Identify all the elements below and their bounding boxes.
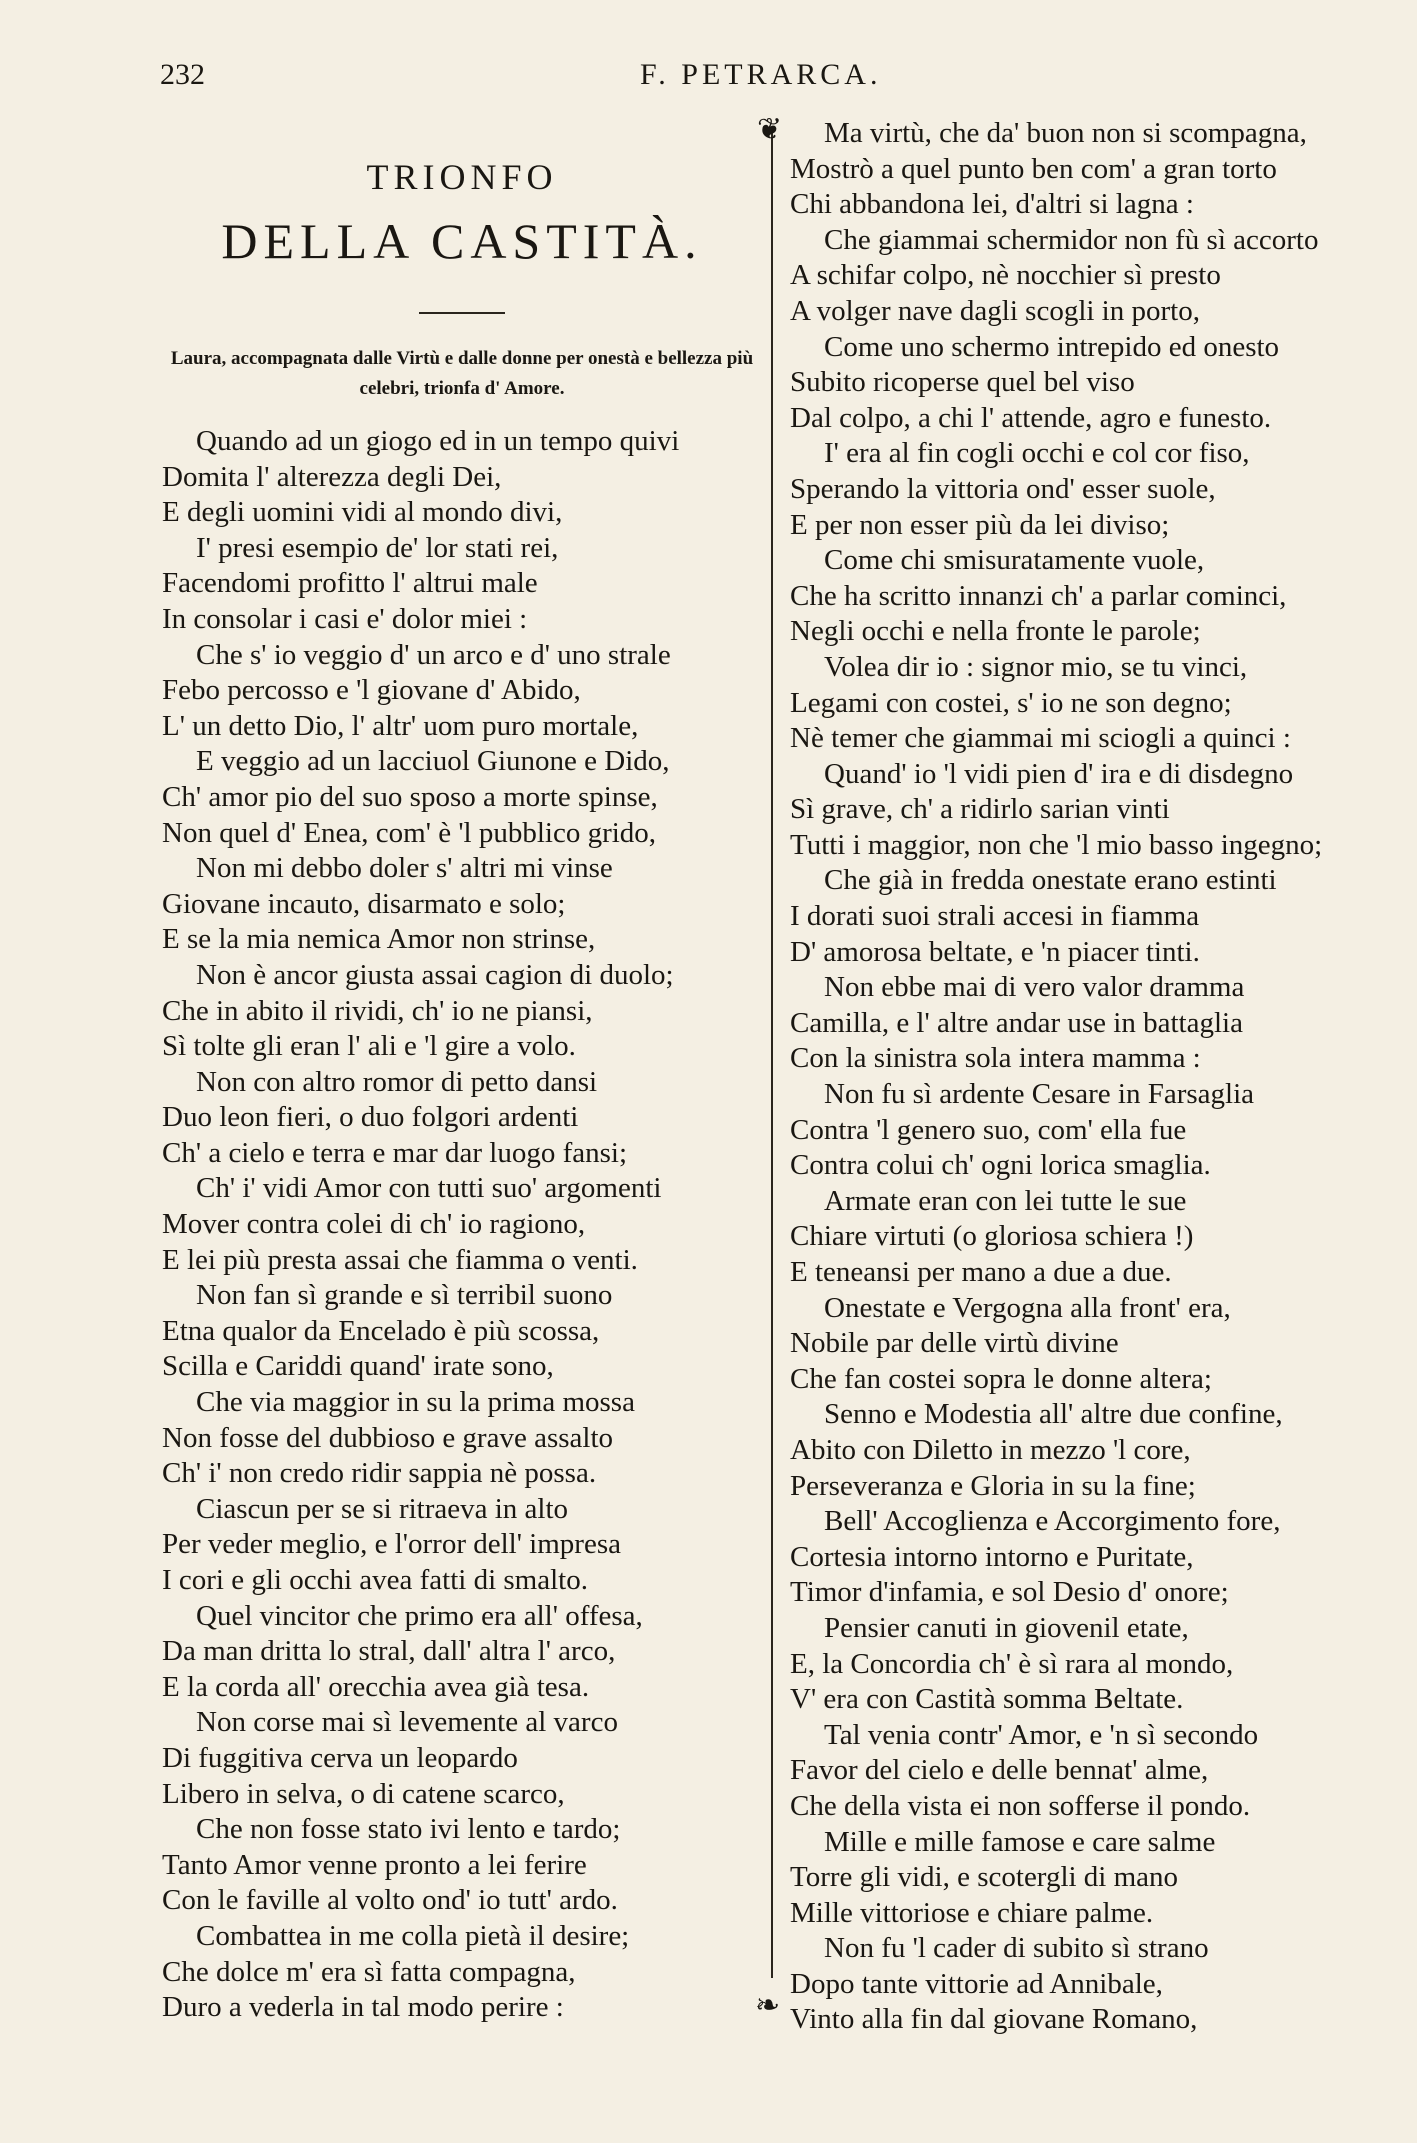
verse-line: Di fuggitiva cerva un leopardo bbox=[162, 1741, 518, 1774]
argument-summary: Laura, accompagnata dalle Virtù e dalle donne per onestà e bellezza più celebri, trionfa d' Amore. bbox=[170, 348, 754, 399]
verse-line: In consolar i casi e' dolor miei : bbox=[162, 602, 528, 635]
verse-line: Non fosse del dubbioso e grave assalto bbox=[162, 1421, 614, 1454]
verse-line: E degli uomini vidi al mondo divi, bbox=[162, 496, 563, 529]
verse-line: Chiare virtuti (o gloriosa schiera !) bbox=[790, 1220, 1194, 1253]
left-verses bbox=[162, 424, 762, 2026]
verse-line: Sperando la vittoria ond' esser suole, bbox=[790, 472, 1216, 505]
verse-line: Contra colui ch' ogni lorica smaglia. bbox=[790, 1149, 1211, 1182]
title-line-1: TRIONFO bbox=[366, 157, 558, 197]
verse-line: Tanto Amor venne pronto a lei ferire bbox=[162, 1848, 587, 1881]
verse-line: Facendomi profitto l' altrui male bbox=[162, 567, 538, 600]
verse-line: Pensier canuti in giovenil etate, bbox=[824, 1611, 1189, 1644]
verse-line: Non ebbe mai di vero valor dramma bbox=[824, 971, 1245, 1004]
left-column bbox=[162, 116, 762, 2026]
page-number: 232 bbox=[160, 58, 205, 91]
ornament-top-icon: ❦ bbox=[757, 112, 783, 147]
verse-line: Che già in fredda onestate erano estinti bbox=[824, 864, 1277, 897]
title-line-2: DELLA CASTITÀ. bbox=[221, 213, 703, 269]
verse-line: Senno e Modestia all' altre due confine, bbox=[824, 1398, 1283, 1431]
verse-line: Non è ancor giusta assai cagion di duolo; bbox=[196, 958, 674, 991]
ornament-bottom-icon: ❧ bbox=[755, 1988, 781, 2023]
verse-line: Giovane incauto, disarmato e solo; bbox=[162, 887, 566, 920]
verse-line: Che s' io veggio d' un arco e d' uno strale bbox=[196, 638, 671, 671]
verse-line: Mille e mille famose e care salme bbox=[824, 1825, 1216, 1858]
column-divider bbox=[771, 128, 773, 1978]
verse-line: Dopo tante vittorie ad Annibale, bbox=[790, 1967, 1163, 2000]
verse-line: Non quel d' Enea, com' è 'l pubblico grido, bbox=[162, 816, 657, 849]
verse-line: I' era al fin cogli occhi e col cor fiso, bbox=[824, 437, 1250, 470]
verse-line: I dorati suoi strali accesi in fiamma bbox=[790, 900, 1200, 933]
verse-line: Nè temer che giammai mi sciogli a quinci : bbox=[790, 722, 1291, 755]
verse-line: I' presi esempio de' lor stati rei, bbox=[196, 531, 559, 564]
verse-line: Che fan costei sopra le donne altera; bbox=[790, 1362, 1212, 1395]
verse-line: Quando ad un giogo ed in un tempo quivi bbox=[196, 425, 680, 457]
verse-line: Quand' io 'l vidi pien d' ira e di disdegno bbox=[824, 757, 1294, 790]
verse-line: Che giammai schermidor non fù sì accorto bbox=[824, 223, 1319, 256]
verse-line: Perseveranza e Gloria in su la fine; bbox=[790, 1469, 1196, 1502]
verse-line: Tal venia contr' Amor, e 'n sì secondo bbox=[824, 1718, 1259, 1751]
verse-line: Volea dir io : signor mio, se tu vinci, bbox=[824, 650, 1248, 683]
verse-line: Etna qualor da Encelado è più scossa, bbox=[162, 1314, 600, 1347]
verse-line: Ch' i' vidi Amor con tutti suo' argomenti bbox=[196, 1172, 662, 1205]
verse-line: Non mi debbo doler s' altri mi vinse bbox=[196, 852, 613, 885]
verse-line: Scilla e Cariddi quand' irate sono, bbox=[162, 1350, 554, 1383]
verse-line: Duro a vederla in tal modo perire : bbox=[162, 1991, 564, 2024]
running-head: F. PETRARCA. bbox=[640, 58, 882, 91]
verse-line: Sì tolte gli eran l' ali e 'l gire a volo. bbox=[162, 1030, 576, 1063]
verse-line: Che della vista ei non sofferse il pondo. bbox=[790, 1789, 1251, 1822]
verse-line: Non fu 'l cader di subito sì strano bbox=[824, 1932, 1209, 1965]
verse-line: Tutti i maggior, non che 'l mio basso ingegno; bbox=[790, 828, 1323, 861]
verse-line: Torre gli vidi, e scotergli di mano bbox=[790, 1861, 1179, 1894]
verse-line: Libero in selva, o di catene scarco, bbox=[162, 1777, 565, 1810]
verse-line: Mover contra colei di ch' io ragiono, bbox=[162, 1208, 586, 1241]
verse-line: Negli occhi e nella fronte le parole; bbox=[790, 615, 1201, 648]
verse-line: Quel vincitor che primo era all' offesa, bbox=[196, 1599, 643, 1632]
verse-line: Come chi smisuratamente vuole, bbox=[824, 544, 1205, 577]
verse-line: Febo percosso e 'l giovane d' Abido, bbox=[162, 674, 581, 707]
verse-line: Ciascun per se si ritraeva in alto bbox=[196, 1492, 569, 1525]
verse-line: Non fan sì grande e sì terribil suono bbox=[196, 1279, 613, 1312]
verse-line: A schifar colpo, nè nocchier sì presto bbox=[790, 259, 1221, 292]
verse-line: Come uno schermo intrepido ed onesto bbox=[824, 330, 1280, 363]
verse-line: Camilla, e l' altre andar use in battaglia bbox=[790, 1006, 1243, 1039]
verse-line: Che in abito il rividi, ch' io ne piansi, bbox=[162, 994, 593, 1027]
verse-line: I cori e gli occhi avea fatti di smalto. bbox=[162, 1564, 588, 1596]
verse-line: Abito con Diletto in mezzo 'l core, bbox=[790, 1433, 1191, 1466]
verse-line: E lei più presta assai che fiamma o venti. bbox=[162, 1243, 638, 1276]
verse-line: D' amorosa beltate, e 'n piacer tinti. bbox=[790, 935, 1200, 968]
verse-line: Per veder meglio, e l'orror dell' impresa bbox=[162, 1528, 621, 1561]
right-verses bbox=[790, 116, 1400, 2038]
verse-line: Legami con costei, s' io ne son degno; bbox=[790, 686, 1232, 719]
verse-line: Subito ricoperse quel bel viso bbox=[790, 366, 1135, 399]
verse-line: Nobile par delle virtù divine bbox=[790, 1327, 1119, 1360]
verse-line: Sì grave, ch' a ridirlo sarian vinti bbox=[790, 793, 1170, 826]
verse-line: Bell' Accoglienza e Accorgimento fore, bbox=[824, 1505, 1281, 1538]
verse-line: Che ha scritto innanzi ch' a parlar cominci, bbox=[790, 579, 1287, 612]
verse-line: Ch' a cielo e terra e mar dar luogo fansi; bbox=[162, 1136, 628, 1169]
verse-line: Ch' amor pio del suo sposo a morte spinse, bbox=[162, 780, 658, 813]
verse-line: E la corda all' orecchia avea già tesa. bbox=[162, 1670, 590, 1703]
verse-line: Dal colpo, a chi l' attende, agro e funesto. bbox=[790, 401, 1272, 434]
verse-line: Mostrò a quel punto ben com' a gran torto bbox=[790, 152, 1277, 185]
verse-line: Vinto alla fin dal giovane Romano, bbox=[790, 2003, 1198, 2036]
verse-line: Che non fosse stato ivi lento e tardo; bbox=[196, 1813, 621, 1846]
page-header bbox=[160, 58, 1390, 108]
right-column bbox=[790, 116, 1400, 2038]
verse-line: Ma virtù, che da' buon non si scompagna, bbox=[824, 117, 1307, 149]
verse-line: Con le faville al volto ond' io tutt' ardo. bbox=[162, 1884, 618, 1917]
verse-line: Che via maggior in su la prima mossa bbox=[196, 1386, 635, 1419]
title-rule bbox=[419, 312, 505, 314]
verse-line: E per non esser più da lei diviso; bbox=[790, 508, 1170, 541]
verse-line: Duo leon fieri, o duo folgori ardenti bbox=[162, 1101, 579, 1134]
verse-line: Contra 'l genero suo, com' ella fue bbox=[790, 1113, 1187, 1146]
verse-line: Combattea in me colla pietà il desire; bbox=[196, 1919, 630, 1952]
verse-line: E veggio ad un lacciuol Giunone e Dido, bbox=[196, 745, 670, 778]
verse-line: Con la sinistra sola intera mamma : bbox=[790, 1042, 1201, 1075]
verse-line: Onestate e Vergogna alla front' era, bbox=[824, 1291, 1231, 1324]
verse-line: Da man dritta lo stral, dall' altra l' arco, bbox=[162, 1635, 616, 1668]
verse-line: Che dolce m' era sì fatta compagna, bbox=[162, 1955, 576, 1988]
verse-line: Favor del cielo e delle bennat' alme, bbox=[790, 1754, 1209, 1787]
verse-line: Non con altro romor di petto dansi bbox=[196, 1065, 598, 1098]
verse-line: Ch' i' non credo ridir sappia nè possa. bbox=[162, 1457, 597, 1490]
verse-line: E se la mia nemica Amor non strinse, bbox=[162, 923, 596, 956]
verse-line: Chi abbandona lei, d'altri si lagna : bbox=[790, 188, 1194, 221]
verse-line: L' un detto Dio, l' altr' uom puro mortale, bbox=[162, 709, 639, 742]
verse-line: Mille vittoriose e chiare palme. bbox=[790, 1896, 1154, 1929]
verse-line: Armate eran con lei tutte le sue bbox=[824, 1184, 1187, 1217]
verse-line: Domita l' alterezza degli Dei, bbox=[162, 460, 502, 493]
verse-line: Cortesia intorno intorno e Puritate, bbox=[790, 1540, 1194, 1573]
verse-line: E, la Concordia ch' è sì rara al mondo, bbox=[790, 1647, 1234, 1680]
verse-line: Non fu sì ardente Cesare in Farsaglia bbox=[824, 1078, 1255, 1111]
verse-line: Non corse mai sì levemente al varco bbox=[196, 1706, 618, 1739]
verse-line: V' era con Castità somma Beltate. bbox=[790, 1683, 1184, 1716]
verse-line: A volger nave dagli scogli in porto, bbox=[790, 294, 1200, 327]
verse-line: Timor d'infamia, e sol Desio d' onore; bbox=[790, 1576, 1229, 1609]
verse-line: E teneansi per mano a due a due. bbox=[790, 1256, 1172, 1288]
